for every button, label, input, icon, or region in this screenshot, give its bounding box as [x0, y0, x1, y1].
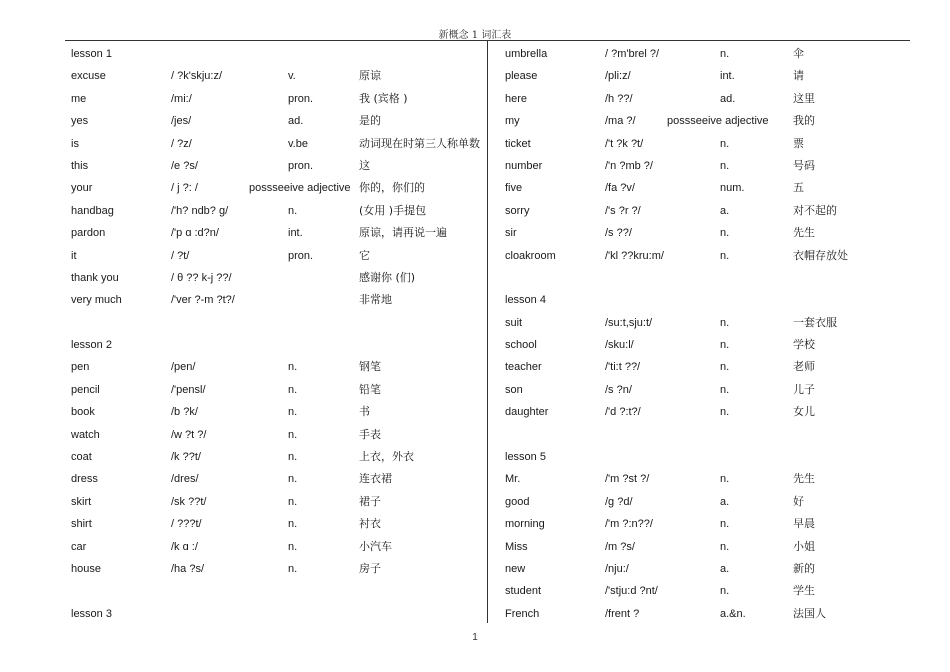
vocab-phonetic: / ???t/	[171, 518, 202, 531]
vocab-word: cloakroom	[505, 249, 556, 262]
vocab-phonetic: /'s ?r ?/	[605, 204, 641, 217]
vocab-part-of-speech: n.	[288, 518, 298, 531]
vocab-word: suit	[505, 316, 523, 329]
vocab-word: sorry	[505, 204, 530, 217]
vocab-phonetic: / ?t/	[171, 249, 190, 262]
vocab-meaning: 衣帽存放处	[793, 248, 848, 262]
vocab-meaning: 法国人	[793, 606, 826, 620]
lesson-title: lesson 4	[505, 294, 546, 307]
vocab-part-of-speech: n.	[720, 48, 730, 60]
vocab-part-of-speech: v.be	[288, 137, 308, 150]
vocab-phonetic: /'kl ??kru:m/	[605, 249, 664, 262]
vocab-meaning: 房子	[359, 561, 381, 575]
vocab-part-of-speech: n.	[720, 406, 730, 419]
vocab-word: car	[71, 540, 87, 553]
vocab-phonetic: /k ɑ :/	[171, 540, 198, 553]
vocab-phonetic: /k ??t/	[171, 451, 201, 464]
vocab-word: thank you	[71, 271, 119, 284]
vocab-part-of-speech: possseeive adjective	[667, 115, 769, 128]
vocab-phonetic: /'t ?k ?t/	[605, 137, 644, 150]
vocab-word: Miss	[505, 540, 528, 553]
vocab-word: excuse	[71, 70, 106, 83]
vocab-word: coat	[71, 451, 92, 464]
vocab-phonetic: /mi:/	[171, 92, 192, 105]
vocab-part-of-speech: n.	[288, 361, 298, 374]
vocab-part-of-speech: ad.	[288, 115, 304, 128]
vocab-word: teacher	[505, 361, 542, 374]
vocab-word: shirt	[71, 518, 92, 531]
vocab-word: good	[505, 495, 530, 508]
vocab-phonetic: /'m ?st ?/	[605, 473, 650, 486]
vocab-word: pencil	[71, 383, 100, 396]
vocab-phonetic: /g ?d/	[605, 495, 633, 508]
vocab-meaning: 五	[793, 181, 804, 195]
vocab-part-of-speech: n.	[720, 518, 730, 531]
vocab-word: me	[71, 92, 87, 105]
page-header: 新概念 1 词汇表	[438, 30, 512, 41]
vocab-meaning: 衬衣	[359, 517, 381, 531]
vocab-phonetic: /su:t,sju:t/	[605, 316, 653, 329]
vocab-meaning: 新的	[793, 561, 815, 575]
vocab-word: is	[71, 137, 79, 150]
vocab-word: number	[505, 159, 543, 172]
vocab-meaning: 原谅	[359, 69, 381, 83]
vocab-part-of-speech: pron.	[288, 92, 314, 105]
vocab-word: daughter	[505, 406, 549, 419]
vocab-meaning: 动词现在时第三人称单数	[359, 136, 480, 150]
vocab-meaning: 是的	[359, 114, 381, 128]
vocab-part-of-speech: n.	[288, 451, 298, 464]
vocab-word: my	[505, 115, 520, 128]
vocab-phonetic: /'h? ndb? g/	[171, 204, 229, 217]
vocab-word: yes	[71, 115, 89, 128]
vocab-meaning: 手表	[359, 427, 381, 441]
vocab-phonetic: /s ??/	[605, 227, 632, 240]
vocab-part-of-speech: a.	[720, 204, 730, 217]
vocab-part-of-speech: int.	[288, 227, 303, 240]
vocab-phonetic: / θ ?? k-j ??/	[171, 271, 232, 284]
vocab-meaning: 非常地	[359, 293, 392, 307]
vocab-word: skirt	[71, 495, 92, 508]
vocab-part-of-speech: possseeive adjective	[249, 182, 351, 195]
vocab-word: sir	[505, 227, 517, 240]
vocab-meaning: 原谅，请再说一遍	[359, 226, 447, 240]
vocab-meaning: 号码	[793, 158, 815, 172]
vocab-phonetic: /pen/	[171, 361, 196, 374]
vocab-part-of-speech: pron.	[288, 159, 314, 172]
vocab-part-of-speech: a.	[720, 562, 730, 575]
vocab-meaning: 一套衣服	[793, 315, 837, 329]
vocab-meaning: 好	[793, 494, 804, 508]
vocab-part-of-speech: n.	[720, 249, 730, 262]
vocab-phonetic: /'d ?:t?/	[605, 406, 641, 419]
vocab-word: this	[71, 159, 89, 172]
vocab-word: handbag	[71, 204, 114, 217]
vocab-meaning: 小汽车	[359, 539, 392, 553]
vocab-phonetic: /sku:l/	[605, 339, 634, 352]
vocab-word: umbrella	[505, 48, 548, 60]
vocab-word: very much	[71, 294, 122, 307]
vocab-part-of-speech: n.	[720, 473, 730, 486]
vocab-meaning: 感谢你 (们)	[359, 270, 416, 284]
vocab-word: new	[505, 562, 526, 575]
vocab-meaning: 先生	[793, 226, 815, 240]
vocab-phonetic: /ma ?/	[605, 115, 636, 128]
vocab-part-of-speech: n.	[288, 406, 298, 419]
vocab-meaning: 老师	[793, 360, 815, 374]
vocab-phonetic: /s ?n/	[605, 383, 632, 396]
vocab-phonetic: /m ?s/	[605, 540, 635, 553]
vocab-word: dress	[71, 473, 98, 486]
vocab-part-of-speech: int.	[720, 70, 735, 83]
vocab-meaning: 早晨	[793, 517, 815, 531]
vocab-phonetic: /'pensl/	[171, 383, 206, 396]
vocab-phonetic: /jes/	[171, 115, 192, 128]
vocab-phonetic: /nju:/	[605, 562, 629, 575]
vocab-part-of-speech: n.	[288, 473, 298, 486]
vocab-word: house	[71, 562, 101, 575]
vocab-phonetic: /frent ?	[605, 607, 640, 620]
vocab-word: Mr.	[505, 473, 521, 486]
vocab-part-of-speech: n.	[288, 540, 298, 553]
vocab-word: watch	[71, 428, 100, 441]
column-divider	[487, 41, 488, 623]
vocab-word: five	[505, 182, 523, 195]
vocab-meaning: 先生	[793, 472, 815, 486]
vocab-meaning: 我的	[793, 114, 815, 128]
vocab-phonetic: /'stju:d ?nt/	[605, 585, 658, 598]
vocab-meaning: 你的，你们的	[359, 181, 425, 195]
vocab-meaning: 女儿	[793, 405, 815, 419]
vocab-part-of-speech: n.	[720, 227, 730, 240]
vocab-part-of-speech: n.	[720, 383, 730, 396]
vocab-meaning: 连衣裙	[359, 472, 392, 486]
vocab-meaning: 对不起的	[793, 203, 837, 217]
vocab-part-of-speech: n.	[288, 383, 298, 396]
vocab-phonetic: /w ?t ?/	[171, 428, 207, 441]
lesson-title: lesson 1	[71, 48, 112, 60]
vocab-word: pen	[71, 361, 90, 374]
vocab-phonetic: /h ??/	[605, 92, 633, 105]
vocab-part-of-speech: n.	[720, 585, 730, 598]
vocab-part-of-speech: n.	[720, 159, 730, 172]
vocab-meaning: 儿子	[793, 382, 815, 396]
vocab-word: it	[71, 249, 77, 262]
vocab-word: son	[505, 383, 523, 396]
vocab-phonetic: / j ?: /	[171, 182, 198, 195]
vocab-phonetic: /sk ??t/	[171, 495, 207, 508]
vocab-word: book	[71, 406, 95, 419]
vocab-phonetic: /dres/	[171, 473, 199, 486]
vocab-part-of-speech: n.	[720, 339, 730, 352]
vocab-word: ticket	[505, 137, 531, 150]
vocab-meaning: 小姐	[793, 539, 815, 553]
vocab-phonetic: /pli:z/	[605, 70, 631, 83]
vocab-meaning: 伞	[793, 47, 804, 60]
vocab-word: your	[71, 182, 93, 195]
vocab-meaning: 我 (宾格 )	[359, 91, 408, 105]
vocab-meaning: 这里	[793, 91, 815, 105]
vocab-meaning: 裙子	[359, 494, 381, 508]
vocab-phonetic: /ha ?s/	[171, 562, 205, 575]
vocab-part-of-speech: a.&n.	[720, 607, 746, 620]
vocab-meaning: 学生	[793, 584, 815, 598]
vocab-word: French	[505, 607, 540, 620]
vocab-meaning: 书	[359, 405, 370, 419]
vocab-phonetic: /b ?k/	[171, 406, 198, 419]
vocab-part-of-speech: ad.	[720, 92, 736, 105]
vocab-word: please	[505, 70, 538, 83]
vocab-phonetic: /'m ?:n??/	[605, 518, 653, 531]
vocab-part-of-speech: v.	[288, 70, 296, 83]
vocab-phonetic: /'ver ?-m ?t?/	[171, 294, 235, 307]
vocab-part-of-speech: pron.	[288, 249, 314, 262]
vocab-meaning: 它	[359, 248, 370, 262]
vocab-part-of-speech: n.	[720, 540, 730, 553]
vocab-word: student	[505, 585, 542, 598]
vocab-part-of-speech: n.	[720, 137, 730, 150]
vocab-phonetic: /fa ?v/	[605, 182, 635, 195]
vocab-part-of-speech: n.	[288, 204, 298, 217]
vocab-meaning: 上衣，外衣	[359, 450, 414, 464]
vocab-phonetic: /e ?s/	[171, 159, 198, 172]
vocab-meaning: 请	[793, 69, 804, 83]
vocab-phonetic: / ?z/	[171, 137, 192, 150]
vocab-phonetic: / ?m'brel ?/	[605, 48, 660, 60]
vocab-word: school	[505, 339, 537, 352]
vocab-word: here	[505, 92, 528, 105]
vocab-meaning: 铅笔	[359, 382, 381, 396]
vocab-meaning: (女用 )手提包	[359, 203, 427, 217]
lesson-title: lesson 3	[71, 607, 112, 620]
vocab-meaning: 钢笔	[359, 360, 381, 374]
vocab-phonetic: / ?k'skju:z/	[171, 70, 223, 83]
vocab-word: pardon	[71, 227, 106, 240]
vocab-phonetic: /'p ɑ :d?n/	[171, 227, 219, 240]
vocab-part-of-speech: n.	[288, 428, 298, 441]
vocab-meaning: 学校	[793, 338, 815, 352]
lesson-title: lesson 2	[71, 339, 112, 352]
vocab-part-of-speech: num.	[720, 182, 745, 195]
vocab-part-of-speech: n.	[288, 562, 298, 575]
vocab-part-of-speech: a.	[720, 495, 730, 508]
vocab-part-of-speech: n.	[288, 495, 298, 508]
lesson-title: lesson 5	[505, 451, 546, 464]
vocab-part-of-speech: n.	[720, 316, 730, 329]
vocab-meaning: 这	[359, 158, 370, 172]
vocab-meaning: 票	[793, 136, 804, 150]
vocab-phonetic: /'ti:t ??/	[605, 361, 641, 374]
page-number: 1	[472, 632, 478, 643]
vocab-phonetic: /'n ?mb ?/	[605, 159, 653, 172]
vocab-part-of-speech: n.	[720, 361, 730, 374]
vocab-word: morning	[505, 518, 545, 531]
